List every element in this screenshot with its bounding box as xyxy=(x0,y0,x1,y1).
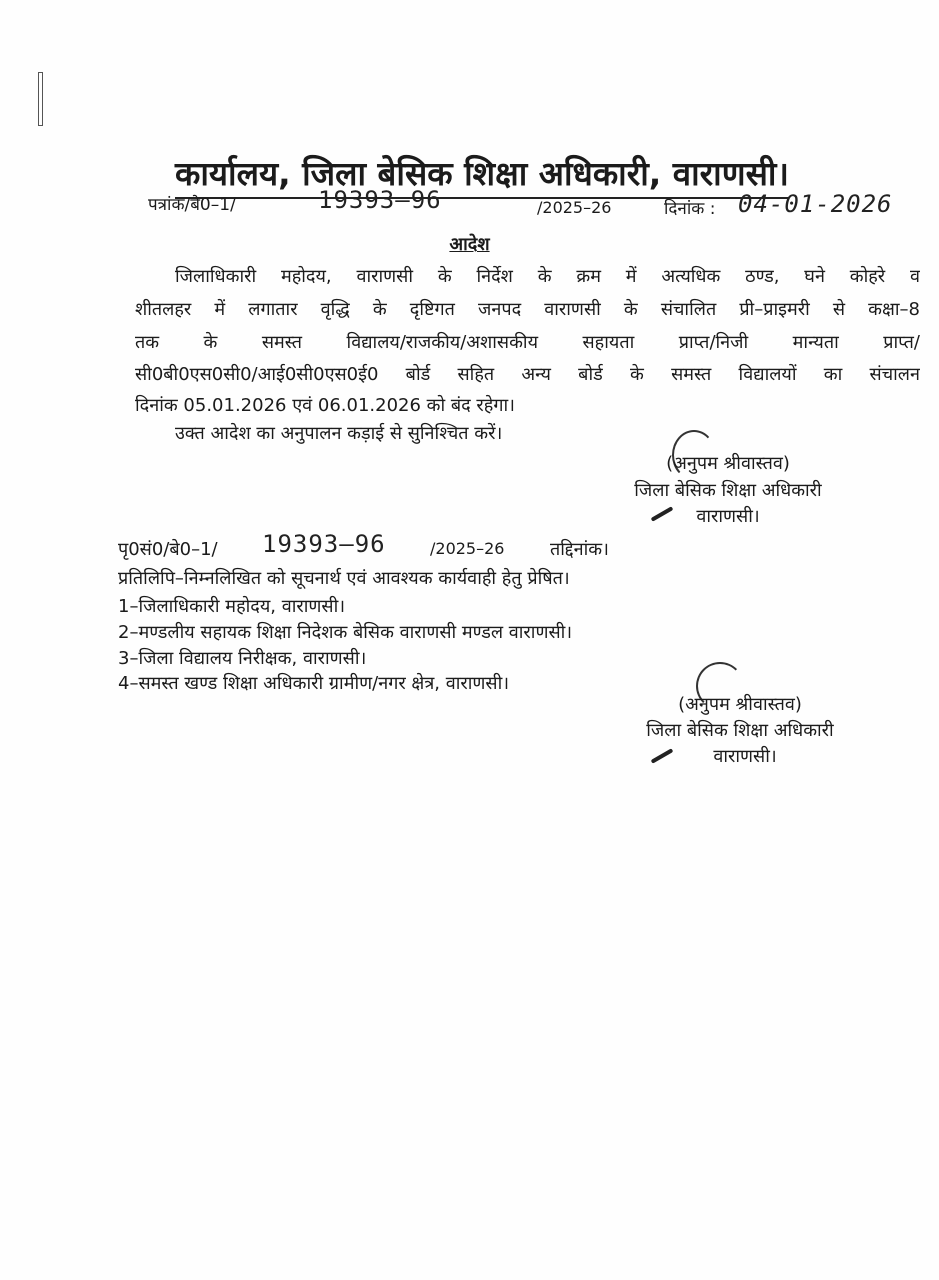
order-heading xyxy=(0,232,939,256)
margin-mark xyxy=(38,72,43,126)
order-line: तक के समस्त विद्यालय/राजकीय/अशासकीय सहायता प्राप्त/निजी मान्यता प्राप्त/ xyxy=(135,332,920,353)
copy-ref-year: /2025–26 xyxy=(430,539,505,558)
compliance-line: उक्त आदेश का अनुपालन कड़ाई से सुनिश्चित करें। xyxy=(175,423,503,444)
date-value: 04-01-2026 xyxy=(738,190,893,218)
order-heading-text: आदेश xyxy=(449,234,490,255)
order-line: सी0बी0एस0सी0/आई0सी0एस0ई0 बोर्ड सहित अन्य बोर्ड के समस्त विद्यालयों का संचालन xyxy=(135,364,920,385)
copy-ref-prefix: पृ0सं0/बे0–1/ xyxy=(118,539,218,560)
signatory-place: वाराणसी। xyxy=(713,746,777,767)
recipient-item: 4–समस्त खण्ड शिक्षा अधिकारी ग्रामीण/नगर क्षेत्र, वाराणसी। xyxy=(118,673,510,694)
copy-date: तद्दिनांक। xyxy=(550,539,609,560)
copy-ref-number: 19393–96 xyxy=(262,530,386,558)
order-line: शीतलहर में लगातार वृद्धि के दृष्टिगत जनपद वाराणसी के संचालित प्री–प्राइमरी से कक्षा–8 xyxy=(135,299,920,320)
letter-ref-year: /2025–26 xyxy=(537,198,612,217)
letter-ref-number: 19393–96 xyxy=(318,186,442,214)
order-line: दिनांक 05.01.2026 एवं 06.01.2026 को बंद रहेगा। xyxy=(135,395,515,416)
office-title: कार्यालय, जिला बेसिक शिक्षा अधिकारी, वाराणसी। xyxy=(175,150,789,199)
signatory-designation: जिला बेसिक शिक्षा अधिकारी xyxy=(646,720,834,741)
signatory-place: वाराणसी। xyxy=(696,506,760,527)
copy-intro: प्रतिलिपि–निम्नलिखित को सूचनार्थ एवं आवश्यक कार्यवाही हेतु प्रेषित। xyxy=(118,568,570,589)
recipient-item: 1–जिलाधिकारी महोदय, वाराणसी। xyxy=(118,596,346,617)
letter-ref-prefix: पत्रांक/बे0–1/ xyxy=(148,195,236,215)
signatory-name: (अनुपम श्रीवास्तव) xyxy=(678,694,802,715)
date-label: दिनांक : xyxy=(664,199,716,219)
order-line: जिलाधिकारी महोदय, वाराणसी के निर्देश के क्रम में अत्यधिक ठण्ड, घने कोहरे व xyxy=(175,266,920,287)
recipient-item: 3–जिला विद्यालय निरीक्षक, वाराणसी। xyxy=(118,648,367,669)
recipient-item: 2–मण्डलीय सहायक शिक्षा निदेशक बेसिक वाराणसी मण्डल वाराणसी। xyxy=(118,622,573,643)
signatory-designation: जिला बेसिक शिक्षा अधिकारी xyxy=(634,480,822,501)
signatory-name: (अनुपम श्रीवास्तव) xyxy=(666,453,790,474)
